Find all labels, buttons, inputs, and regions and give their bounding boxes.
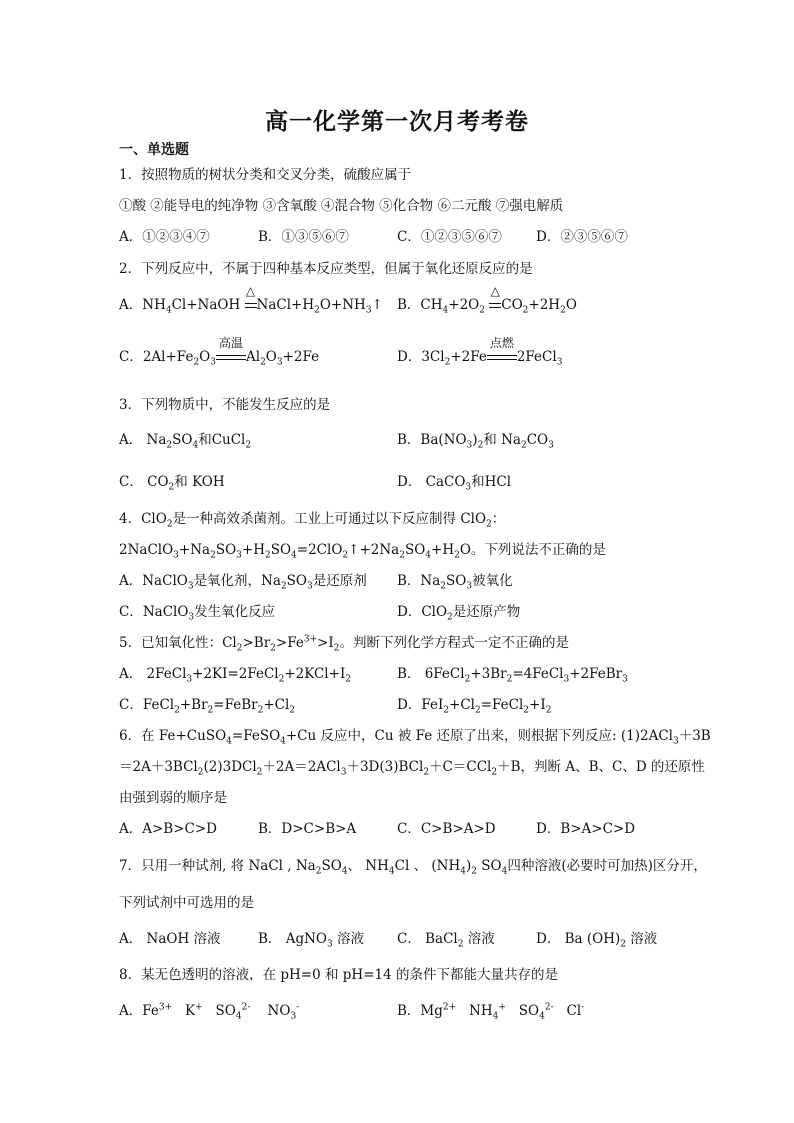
q8-option-b: B．$Mg^{2+}$ $NH_4^+$ $SO_4^{2-}$ Cl- xyxy=(397,1002,585,1022)
q5-option-a: A． $2FeCl_3+2KI=2FeCl_2+2KCl+I_2$ xyxy=(119,666,352,685)
q2-option-b: B．$CH_4+2O_2$ △ $CO_2+2H_2O$ xyxy=(397,284,577,316)
q4-option-c: C．NaClO$_3$发生氧化反应 xyxy=(119,604,276,623)
q5-stem: 5．已知氧化性：$Cl_2>Br_2>Fe^{3+}>I_2$。判断下列化学方程式一定不正确的是 xyxy=(119,634,570,654)
q7-option-a: A． NaOH 溶液 xyxy=(119,931,221,947)
q6-line3: 由强到弱的顺序是 xyxy=(119,790,227,806)
q7-line1: 7．只用一种试剂, 将 NaCl , $Na_2SO_4$、 $NH_4Cl$ 、 $(NH_4)_2$ $SO_4$四种溶液(必要时可加热)区分开， xyxy=(119,858,707,877)
q1-option-b: B．①③⑤⑥⑦ xyxy=(258,229,349,245)
q3-option-a: A． $Na_2SO_4$和CuCl$_2$ xyxy=(119,432,252,451)
q3-option-b: B．$Ba(NO_3)_2$和 $Na_2CO_3$ xyxy=(397,432,554,451)
q5-option-b: B． $6FeCl_2+3Br_2=4FeCl_3+2FeBr_3$ xyxy=(397,666,628,685)
q4-equation: $2NaClO_3+Na_2SO_3+H_2SO_4=2ClO_2↑+2Na_2SO_4+H_2O$。下列说法不正确的是 xyxy=(119,542,606,561)
q4-option-b: B．$Na_2SO_3$被氧化 xyxy=(397,573,513,592)
q2-option-c: C．$2Al+Fe_2O_3$ 高温 $Al_2O_3+2Fe$ xyxy=(119,336,320,368)
q6-line2: ＝2A＋3BCl$_2$(2)3DCl$_2$＋2A＝2ACl$_3$＋3D(3)BCl$_2$＋C＝CCl$_2$＋B，判断 A、B、C、D 的还原性 xyxy=(119,759,705,778)
q1-items: ①酸 ②能导电的纯净物 ③含氧酸 ④混合物 ⑤化合物 ⑥二元酸 ⑦强电解质 xyxy=(119,198,564,214)
q7-option-c: C． BaCl$_2$ 溶液 xyxy=(397,931,495,950)
q8-option-a: A．$Fe^{3+}$ K+ $SO_4^{2-}$ $NO_3^-$ xyxy=(119,1002,300,1022)
q7-option-d: D． Ba $(OH)_2$ 溶液 xyxy=(536,931,658,950)
q4-option-a: A．NaClO$_3$是氧化剂，$Na_2SO_3$是还原剂 xyxy=(119,573,367,592)
q2-option-a: A．$NH_4Cl+NaOH$ △ $NaCl+H_2O+NH_3↑$ xyxy=(119,284,383,316)
q3-option-c: C． $CO_2$和 KOH xyxy=(119,474,225,493)
exam-title: 高一化学第一次月考考卷 xyxy=(265,109,529,135)
q4-stem: 4．ClO$_2$是一种高效杀菌剂。工业上可通过以下反应制得 ClO$_2$： xyxy=(119,511,506,530)
q1-option-c: C．①②③⑤⑥⑦ xyxy=(397,229,502,245)
q1-stem: 1．按照物质的树状分类和交叉分类，硫酸应属于 xyxy=(119,167,412,183)
q7-option-b: B． AgNO$_3$ 溶液 xyxy=(258,931,365,950)
section-heading: 一、单选题 xyxy=(119,142,189,158)
q5-option-c: C．$FeCl_2+Br_2=FeBr_2+Cl_2$ xyxy=(119,697,296,716)
q6-option-a: A．A>B>C>D xyxy=(119,821,218,837)
q6-option-c: C．C>B>A>D xyxy=(397,821,496,837)
q7-line2: 下列试剂中可选用的是 xyxy=(119,895,254,911)
q2-option-d: D．$3Cl_2+2Fe$ 点燃 2FeCl$_3$ xyxy=(397,336,563,368)
q5-option-d: D．$FeI_2+Cl_2=FeCl_2+I_2$ xyxy=(397,697,552,716)
q6-option-d: D．B>A>C>D xyxy=(536,821,636,837)
q3-option-d: D． CaCO$_3$和HCl xyxy=(397,474,512,493)
q6-line1: 6．在 Fe+CuSO$_4$=FeSO$_4$+Cu 反应中，Cu 被 Fe 还原了出来，则根据下列反应: (1)2ACl$_3$＋3B xyxy=(119,728,711,747)
q4-option-d: D．ClO$_2$是还原产物 xyxy=(397,604,521,623)
q2-stem: 2．下列反应中，不属于四种基本反应类型，但属于氧化还原反应的是 xyxy=(119,261,533,277)
q1-option-d: D．②③⑤⑥⑦ xyxy=(536,229,628,245)
q1-option-a: A．①②③④⑦ xyxy=(119,229,210,245)
q6-option-b: B．D>C>B>A xyxy=(258,821,357,837)
q3-stem: 3．下列物质中，不能发生反应的是 xyxy=(119,397,331,413)
q8-stem: 8．某无色透明的溶液，在 pH=0 和 pH=14 的条件下都能大量共存的是 xyxy=(119,967,558,983)
